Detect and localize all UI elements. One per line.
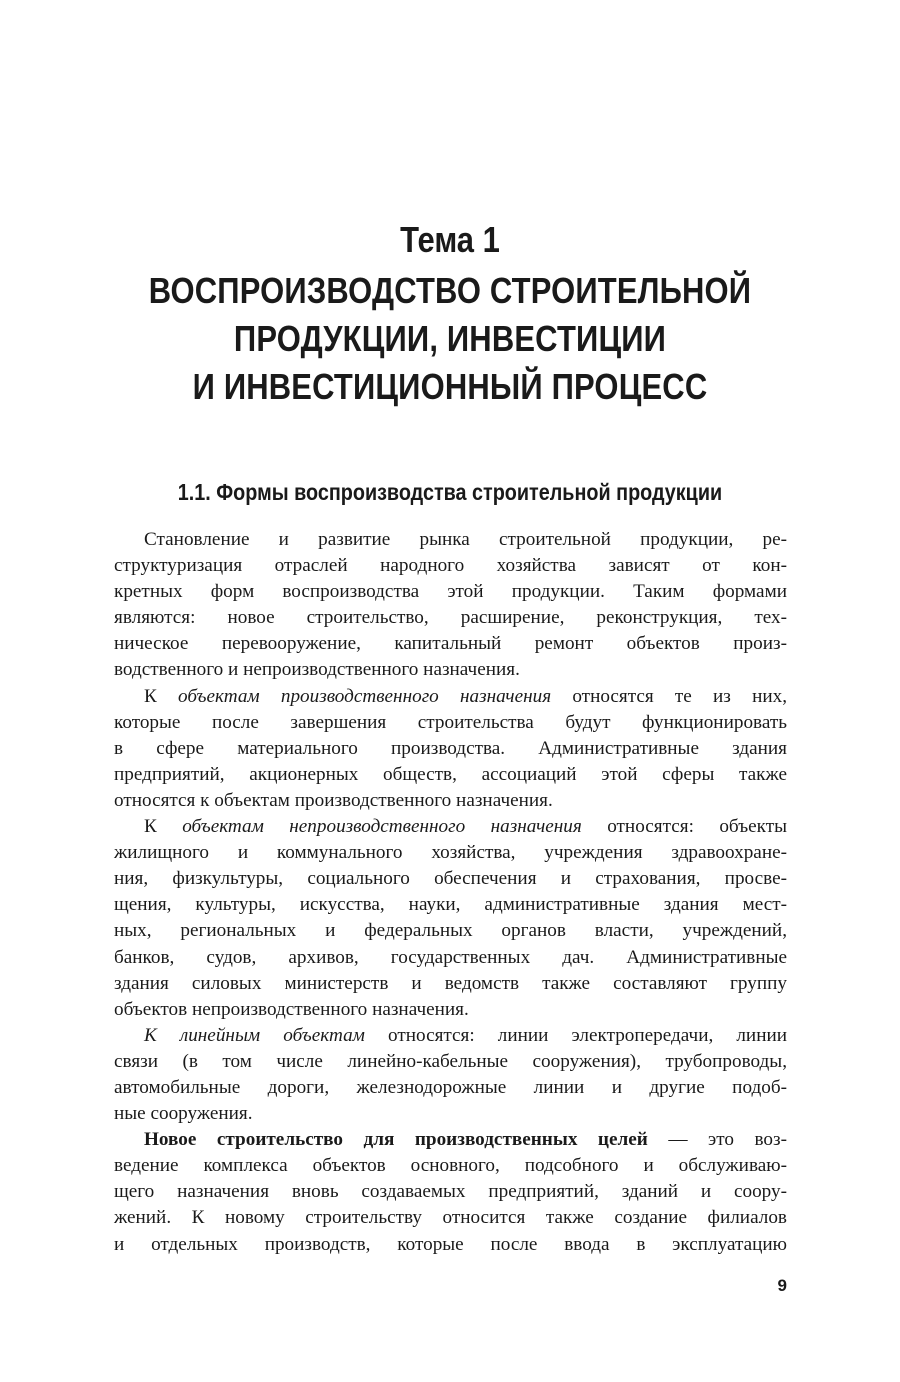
text-span: относятся те из них, bbox=[551, 685, 787, 707]
text-line: ническое перевооружение, капитальный ремонт объектов произ- bbox=[114, 633, 787, 655]
text-line bbox=[114, 814, 787, 840]
text-line: Становление и развитие рынка строительной продукции, ре- bbox=[144, 529, 787, 550]
section-title: 1.1. Формы воспроизводства строительной продукции bbox=[177, 479, 723, 505]
text-line: являются: новое строительство, расширение, реконструкция, тех- bbox=[114, 607, 787, 629]
text-line: банков, судов, архивов, государственных дач. Административные bbox=[114, 946, 787, 968]
italic-term: объектам непроизводственного назначения bbox=[182, 816, 582, 838]
text-line: жений. К новому строительству относится также создание филиалов bbox=[114, 1207, 787, 1229]
text-line: ведение комплекса объектов основного, подсобного и обслуживаю- bbox=[114, 1155, 787, 1177]
text-line: водственного и непроизводственного назначения. bbox=[114, 659, 520, 681]
text-line: которые после завершения строительства будут функционировать bbox=[114, 711, 787, 733]
text-line: кретных форм воспроизводства этой продукции. Таким формами bbox=[114, 581, 787, 603]
chapter-heading bbox=[63, 218, 837, 411]
text-line: в сфере материального производства. Административные здания bbox=[114, 737, 787, 759]
chapter-title-line-2: ПРОДУКЦИИ, ИНВЕСТИЦИИ bbox=[233, 318, 667, 359]
text-span: К bbox=[144, 685, 179, 707]
text-line: ных, региональных и федеральных органов власти, учреждений, bbox=[114, 920, 787, 942]
text-line: щения, культуры, искусства, науки, административные здания мест- bbox=[114, 894, 787, 916]
chapter-title-line-1: ВОСПРОИЗВОДСТВО СТРОИТЕЛЬНОЙ bbox=[148, 270, 752, 311]
italic-term: объектам производственного назначения bbox=[178, 685, 552, 707]
text-line: автомобильные дороги, железнодорожные линии и другие подоб- bbox=[114, 1076, 787, 1098]
page-number: 9 bbox=[777, 1276, 787, 1295]
text-line: связи (в том числе линейно-кабельные сооружения), трубопроводы, bbox=[114, 1050, 787, 1072]
italic-term: К линейным объектам bbox=[144, 1024, 365, 1046]
bold-term: Новое строительство для производственных целей bbox=[144, 1129, 648, 1151]
body-text bbox=[114, 527, 787, 1258]
text-line: щего назначения вновь создаваемых предприятий, зданий и соору- bbox=[114, 1181, 787, 1203]
text-span: — это воз- bbox=[647, 1129, 787, 1151]
text-span: К bbox=[144, 816, 183, 838]
text-line: относятся к объектам производственного назначения. bbox=[114, 789, 553, 811]
text-line: жилищного и коммунального хозяйства, учреждения здравоохране- bbox=[114, 842, 787, 864]
text-line bbox=[114, 1127, 787, 1153]
text-line: здания силовых министерств и ведомств также составляют группу bbox=[114, 972, 787, 994]
text-line: ные сооружения. bbox=[114, 1103, 253, 1125]
text-line: ния, физкультуры, социального обеспечения и страхования, просве- bbox=[114, 868, 787, 890]
text-line: и отдельных производств, которые после ввода в эксплуатацию bbox=[114, 1233, 787, 1255]
text-line bbox=[114, 1023, 787, 1049]
text-span: относятся: объекты bbox=[581, 816, 787, 838]
chapter-topic: Тема 1 bbox=[400, 219, 500, 260]
text-line: предприятий, акционерных обществ, ассоциаций этой сферы также bbox=[114, 763, 787, 785]
text-line: объектов непроизводственного назначения. bbox=[114, 998, 469, 1020]
text-line bbox=[114, 684, 787, 710]
text-line: структуризация отраслей народного хозяйства зависят от кон- bbox=[114, 555, 787, 577]
text-span: относятся: линии электропередачи, линии bbox=[364, 1024, 787, 1046]
chapter-title-line-3: И ИНВЕСТИЦИОННЫЙ ПРОЦЕСС bbox=[192, 366, 708, 407]
